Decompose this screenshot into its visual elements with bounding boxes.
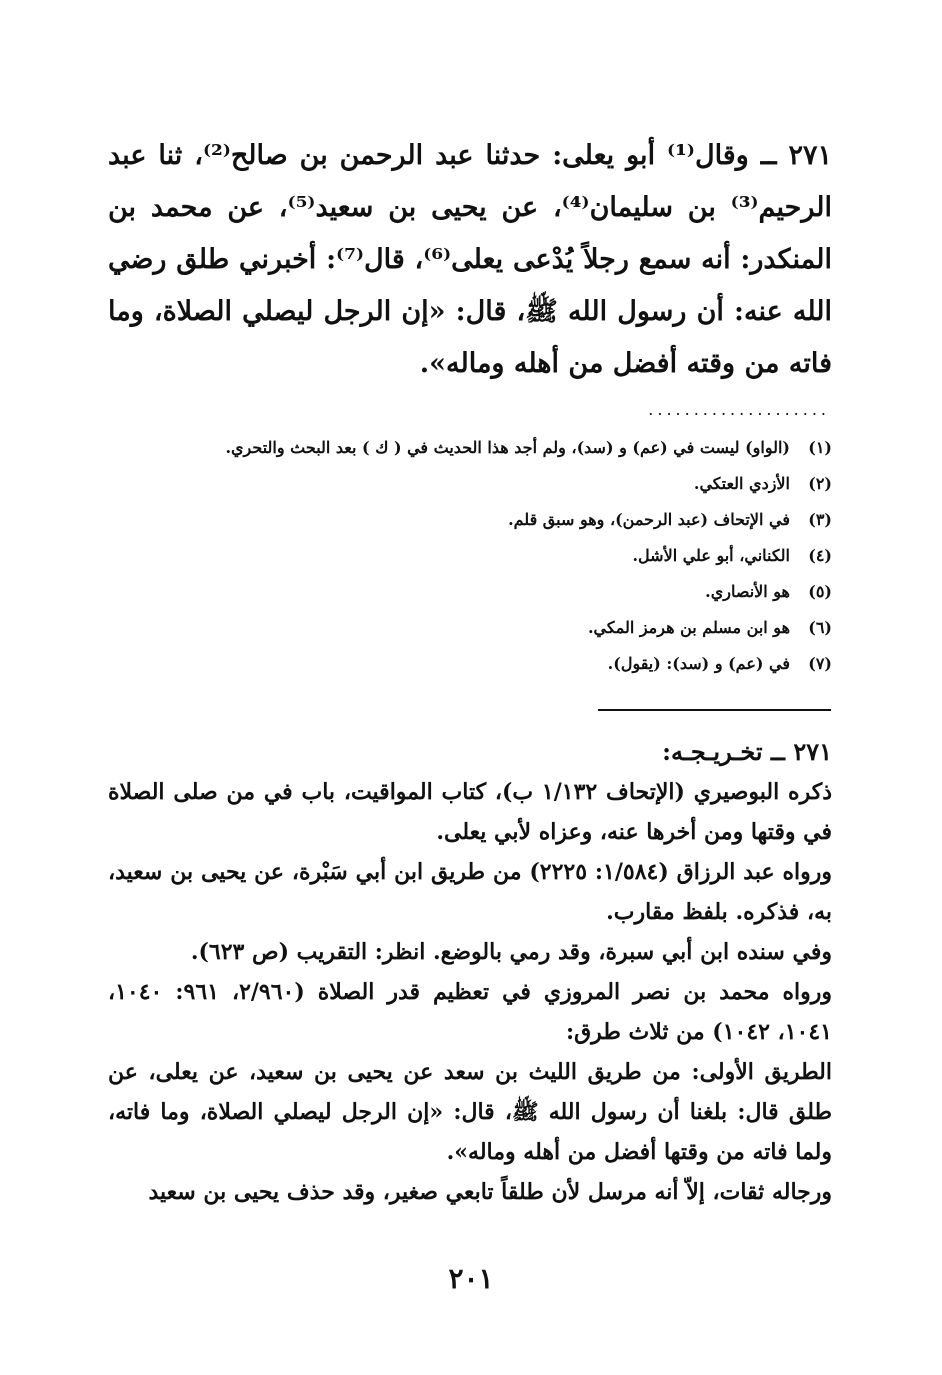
page-number: ٢٠١ — [448, 1262, 494, 1295]
footnote-text: (الواو) ليست في (عم) و (سد)، ولم أجد هذا الحديث في ( ك ) بعد البحث والتحري. — [225, 438, 790, 457]
footnote-number: (٤) — [808, 546, 832, 565]
takhrij-section — [108, 732, 832, 1212]
footnote-number: (٦) — [808, 618, 832, 637]
footnote-item — [108, 538, 832, 574]
takhrij-paragraph: ورجاله ثقات، إلاّ أنه مرسل لأن طلقاً تابعي صغير، وقد حذف يحيى بن سعيد — [148, 1179, 832, 1205]
takhrij-paragraph: ذكره البوصيري (الإتحاف ١/١٣٢ ب)، كتاب المواقيت، باب في من صلى الصلاة في وقتها ومن أخرها عنه، وعزاه لأبي يعلى. — [108, 779, 832, 845]
footnote-text: في الإتحاف (عبد الرحمن)، وهو سبق قلم. — [508, 510, 790, 529]
takhrij-heading: ٢٧١ ــ تخـريـجـه: — [662, 737, 832, 766]
footnote-separator-dots: .................... — [648, 400, 830, 419]
footnote-text: الكناني، أبو علي الأشل. — [632, 546, 790, 565]
footnote-item — [108, 610, 832, 646]
footnote-item — [108, 466, 832, 502]
footnote-number: (٢) — [808, 474, 832, 493]
footnote-number: (١) — [808, 438, 832, 457]
takhrij-paragraph: الطريق الأولى: من طريق الليث بن سعد عن يحيى بن سعيد، عن يعلى، عن طلق قال: بلغنا أن رسول الله ﷺ، قال: «إن الرجل ليصلي الصلاة، وما فاته، ولما فاته من وقتها أفضل من أهله وماله». — [108, 1059, 832, 1165]
footnote-item — [108, 574, 832, 610]
takhrij-paragraph: وفي سنده ابن أبي سبرة، وقد رمي بالوضع. انظر: التقريب (ص ٦٢٣). — [190, 939, 832, 965]
section-divider — [598, 709, 831, 711]
footnote-text: في (عم) و (سد): (يقول). — [607, 654, 790, 673]
footnotes — [108, 430, 832, 682]
footnote-number: (٧) — [808, 654, 832, 673]
footnote-number: (٣) — [808, 510, 832, 529]
footnote-text: هو ابن مسلم بن هرمز المكي. — [587, 618, 790, 637]
hadith-text: ٢٧١ ــ وقال⁽¹⁾ أبو يعلى: حدثنا عبد الرحمن بن صالح⁽²⁾، ثنا عبد الرحيم⁽³⁾ بن سليمان⁽⁴⁾، عن يحيى بن سعيد⁽⁵⁾، عن محمد بن المنكدر: أنه سمع رجلاً يُدْعى يعلى⁽⁶⁾، قال⁽⁷⁾: أخبرني طلق رضي الله عنه: أن رسول الله ﷺ، قال: «إن الرجل ليصلي الصلاة، وما فاته من وقته أفضل من أهله وماله». — [108, 140, 833, 379]
footnote-text: هو الأنصاري. — [705, 582, 790, 601]
footnote-item — [108, 430, 832, 466]
takhrij-paragraph: ورواه عبد الرزاق (١/٥٨٤: ٢٢٢٥) من طريق ابن أبي سَبْرة، عن يحيى بن سعيد، به، فذكره. بلفظ مقارب. — [108, 859, 832, 925]
footnote-number: (٥) — [808, 582, 832, 601]
footnote-item — [108, 646, 832, 682]
footnote-item — [108, 502, 832, 538]
takhrij-paragraph: ورواه محمد بن نصر المروزي في تعظيم قدر الصلاة (٢/٩٦٠، ٩٦١: ١٠٤٠، ١٠٤١، ١٠٤٢) من ثلاث طرق: — [108, 979, 833, 1045]
footnote-text: الأزدي العتكي. — [693, 474, 790, 493]
